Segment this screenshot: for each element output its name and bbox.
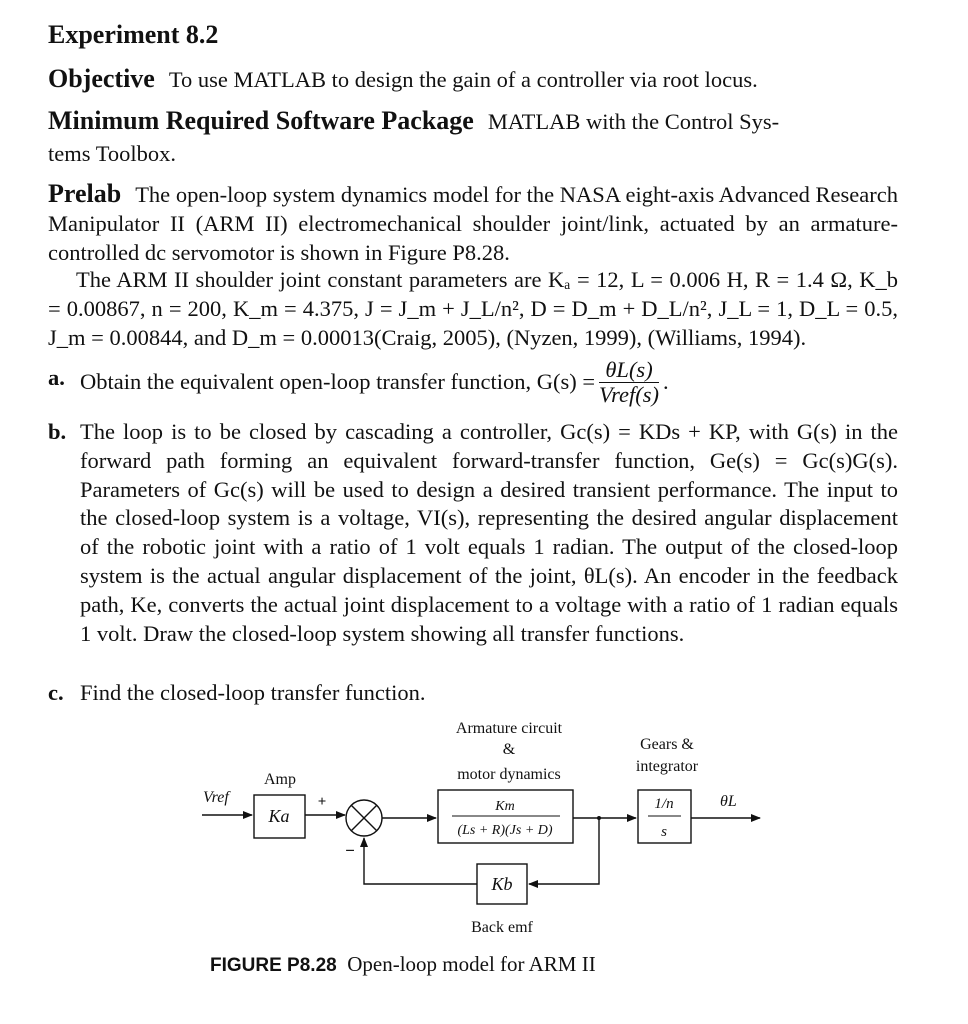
experiment-heading: Experiment 8.2 <box>48 20 219 49</box>
software-text: MATLAB with the Control Sys- <box>487 109 780 134</box>
feedback-path-to-summer <box>364 838 477 884</box>
armature-label-line1: Armature circuit <box>455 720 563 737</box>
kb-gain: Kb <box>491 874 513 894</box>
ka-gain: Ka <box>268 806 290 826</box>
item-a-text: Obtain the equivalent open-loop transfer function, G(s) = <box>80 369 596 395</box>
software-line-2: tems Toolbox. <box>48 141 177 166</box>
figure-caption <box>210 952 596 977</box>
figure-caption-text: Open-loop model for ARM II <box>347 952 596 976</box>
minus-sign: − <box>345 841 355 860</box>
gears-denominator: s <box>661 824 667 840</box>
back-emf-label: Back emf <box>471 919 533 936</box>
fraction-numerator: θL(s) <box>599 358 659 383</box>
item-b-text: The loop is to be closed by cascading a controller, Gc(s) = KDs + KP, with G(s) in the forward path forming an equivalent forward-transfer function, Ge(s) = Gc(s)G(s). Parameters of Gc(s) will be used to design a desired transient performance. The input to the closed-loop system is a voltage, VI(s), representing the desired angular displacement of the robotic joint with a ratio of 1 volt equals 1 radian. The output of the closed-loop system is the actual angular displacement of the joint, θL(s). An encoder in the feedback path, Ke, converts the actual joint displacement to a voltage with a ratio of 1 radian equals 1 volt. Draw the closed-loop system showing all transfer functions. <box>80 419 898 646</box>
gears-label-line1: Gears & <box>640 736 694 753</box>
item-c-label: c. <box>48 680 64 705</box>
gears-numerator: 1/n <box>654 796 674 812</box>
amp-label: Amp <box>264 771 296 788</box>
software-label: Minimum Required Software Package <box>48 106 474 135</box>
objective-label: Objective <box>48 64 155 93</box>
item-a-period: . <box>663 369 669 395</box>
figure-number: FIGURE P8.28 <box>210 955 337 976</box>
item-c-text: Find the closed-loop transfer function. <box>80 680 426 705</box>
armature-label-line2: & <box>502 741 516 758</box>
prelab-label: Prelab <box>48 179 122 208</box>
output-label: θL <box>720 793 737 810</box>
motor-denominator: (Ls + R)(Js + D) <box>457 823 553 838</box>
parameters-paragraph: The ARM II shoulder joint constant parameters are Kₐ = 12, L = 0.006 H, R = 1.4 Ω, K_b = 0.00867, n = 200, K_m = 4.375, J = J_m + J_L/n², D = D_m + D_L/n², J_L = 1, D_L = 0.5, J_m = 0.00844, and D_m = 0.00013(Craig, 2005), (Nyzen, 1999), (Williams, 1994). <box>48 267 898 350</box>
armature-label-line3: motor dynamics <box>457 766 561 783</box>
gears-label-line2: integrator <box>635 758 699 775</box>
motor-numerator: Km <box>495 799 515 814</box>
prelab-text: The open-loop system dynamics model for the NASA eight-axis Advanced Research Manipulator II (ARM II) electromechanical shoulder joint/link, actuated by an armature-controlled dc servomotor is shown in Figure P8.28. <box>48 182 898 265</box>
vref-label: Vref <box>203 789 229 806</box>
objective-text: To use MATLAB to design the gain of a controller via root locus. <box>168 67 758 92</box>
item-b-label: b. <box>48 419 67 444</box>
fraction-denominator: Vref(s) <box>599 382 660 407</box>
item-a-label: a. <box>48 365 65 390</box>
plus-sign: + <box>317 794 327 810</box>
